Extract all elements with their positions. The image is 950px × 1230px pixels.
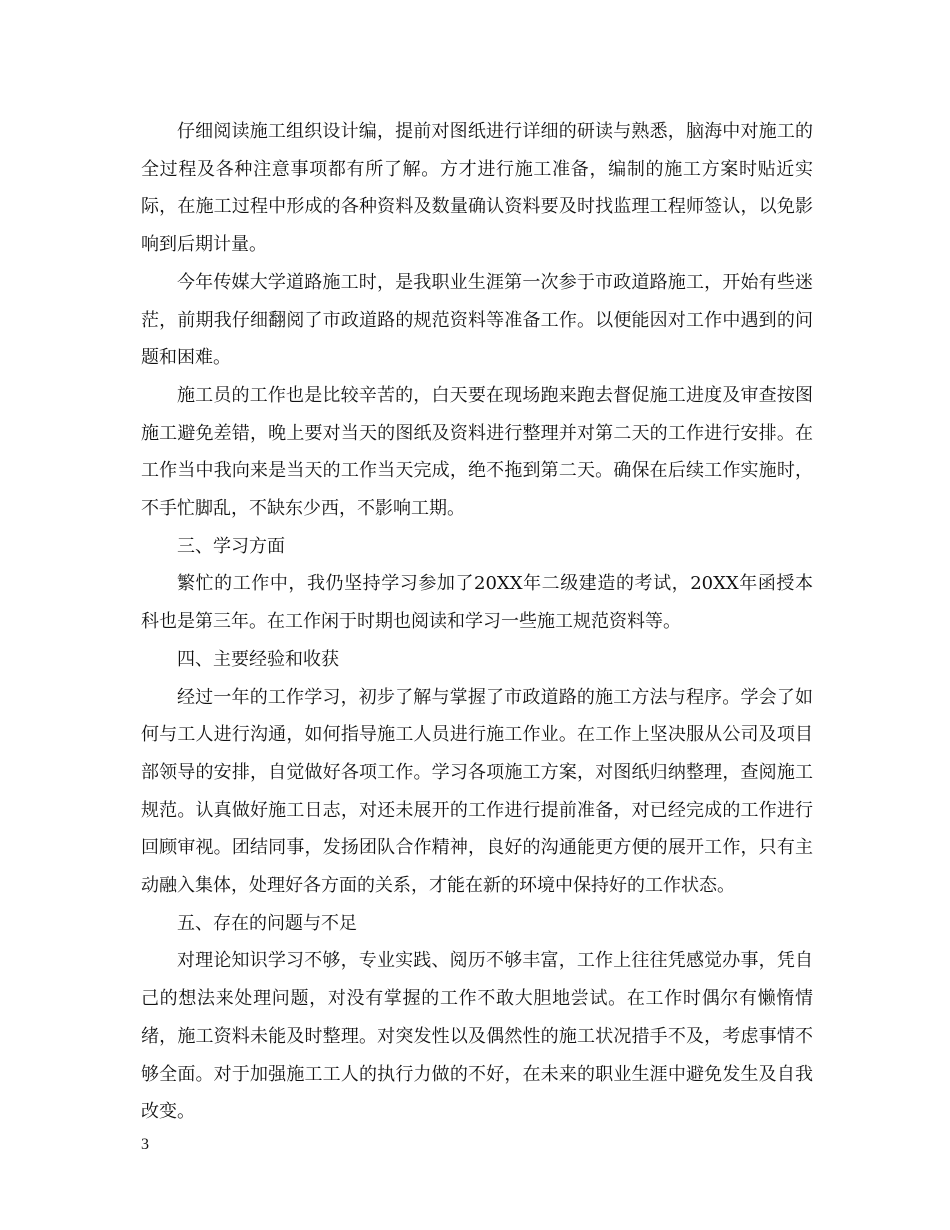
paragraph-study: 繁忙的工作中，我仍坚持学习参加了20XX年二级建造的考试，20XX年函授本科也是第三年。在工作闲于时期也阅读和学习一些施工规范资料等。 <box>141 573 813 633</box>
section-heading-study: 三、学习方面 <box>177 535 285 557</box>
page-number: 3 <box>141 1136 149 1153</box>
paragraph-first-project: 今年传媒大学道路施工时，是我职业生涯第一次参于市政道路施工，开始有些迷茫，前期我仔细翻阅了市政道路的规范资料等准备工作。以便能因对工作中遇到的问题和困难。 <box>141 271 813 369</box>
document-body <box>141 113 813 1131</box>
paragraph-daily-work: 施工员的工作也是比较辛苦的，白天要在现场跑来跑去督促施工进度及审查按图施工避免差错，晚上要对当天的图纸及资料进行整理并对第二天的工作进行安排。在工作当中我向来是当天的工作当天完成，绝不拖到第二天。确保在后续工作实施时，不手忙脚乱，不缺东少西，不影响工期。 <box>141 384 813 520</box>
paragraph-problems: 对理论知识学习不够，专业实践、阅历不够丰富，工作上往往凭感觉办事，凭自己的想法来处理问题，对没有掌握的工作不敢大胆地尝试。在工作时偶尔有懒惰情绪，施工资料未能及时整理。对突发性以及偶然性的施工状况措手不及，考虑事情不够全面。对于加强施工工人的执行力做的不好，在未来的职业生涯中避免发生及自我改变。 <box>141 950 813 1123</box>
paragraph-preparation: 仔细阅读施工组织设计编，提前对图纸进行详细的研读与熟悉，脑海中对施工的全过程及各种注意事项都有所了解。方才进行施工准备，编制的施工方案时贴近实际，在施工过程中形成的各种资料及数量确认资料要及时找监理工程师签认，以免影响到后期计量。 <box>141 121 813 256</box>
section-heading-problems: 五、存在的问题与不足 <box>177 912 357 934</box>
section-heading-experience: 四、主要经验和收获 <box>177 648 339 670</box>
paragraph-experience: 经过一年的工作学习，初步了解与掌握了市政道路的施工方法与程序。学会了如何与工人进行沟通，如何指导施工人员进行施工作业。在工作上坚决服从公司及项目部领导的安排，自觉做好各项工作。学习各项施工方案，对图纸归纳整理，查阅施工规范。认真做好施工日志，对还未展开的工作进行提前准备，对已经完成的工作进行回顾审视。团结同事，发扬团队合作精神，良好的沟通能更方便的展开工作，只有主动融入集体，处理好各方面的关系，才能在新的环境中保持好的工作状态。 <box>141 686 813 897</box>
